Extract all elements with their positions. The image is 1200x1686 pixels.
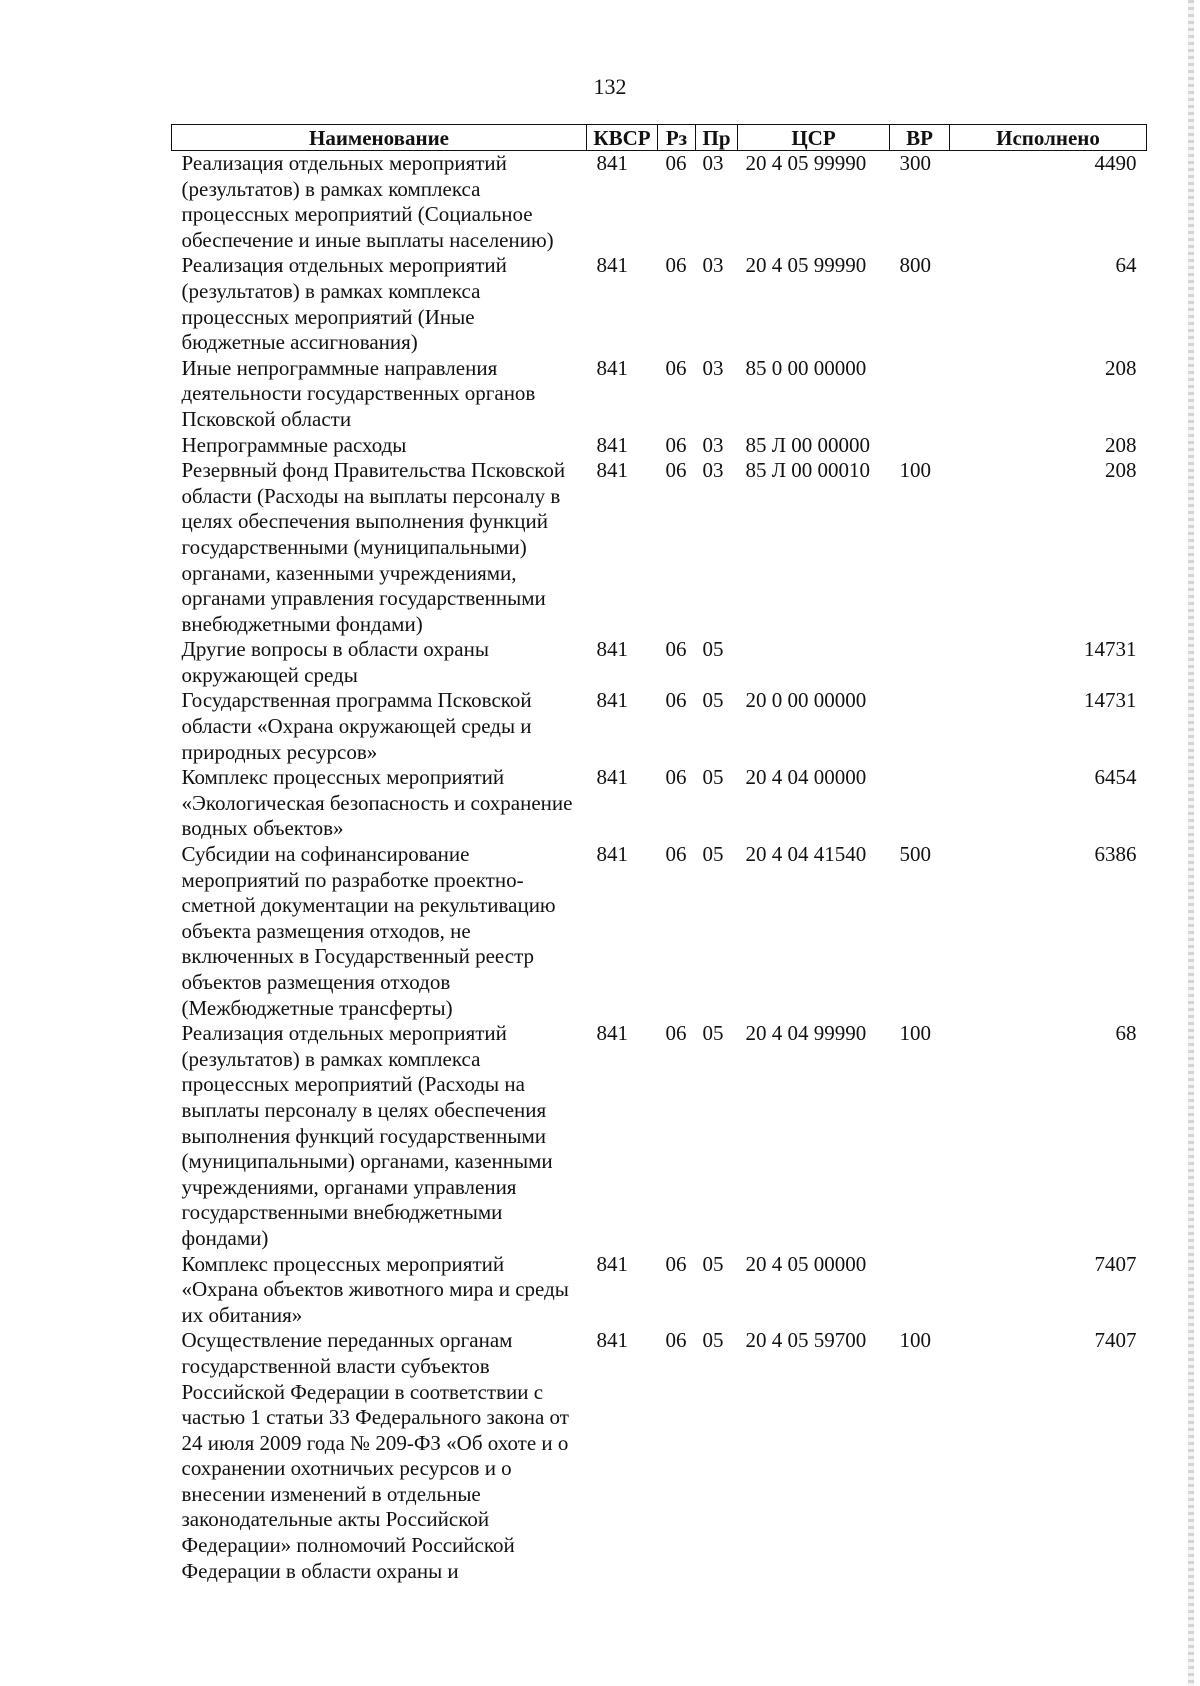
row-pr: 03 [702, 151, 724, 175]
row-rz: 06 [665, 765, 687, 790]
row-vr [890, 688, 950, 765]
row-pr: 05 [702, 842, 724, 867]
row-rz: 06 [665, 355, 687, 380]
row-done: 7407 [1094, 1328, 1137, 1353]
row-kvsr: 841 [596, 1251, 628, 1276]
table-row [172, 1328, 1147, 1584]
row-csr [738, 637, 890, 688]
row-vr: 100 [899, 458, 931, 483]
row-pr: 03 [702, 432, 724, 457]
page-number: 132 [593, 74, 627, 99]
row-name: Непрограммные расходы [181, 432, 407, 457]
row-rz: 06 [665, 688, 687, 713]
header-vr: ВР [890, 125, 950, 151]
row-done: 4490 [1094, 151, 1137, 175]
row-name: Государственная программа Псковской области «Охрана окружающей среды и природных ресурсов» [181, 688, 532, 764]
row-csr: 85 Л 00 00000 [745, 432, 870, 457]
row-name: Другие вопросы в области охраны окружающей среды [181, 637, 489, 687]
row-rz: 06 [665, 432, 687, 457]
row-pr: 05 [702, 1328, 724, 1353]
table-row [172, 1021, 1147, 1251]
row-vr: 300 [899, 151, 931, 175]
row-csr: 20 4 05 99990 [745, 151, 867, 175]
header-csr: ЦСР [738, 125, 890, 151]
row-done: 208 [1105, 355, 1137, 380]
row-vr [890, 765, 950, 842]
row-csr: 20 4 04 41540 [745, 842, 867, 867]
row-vr [890, 356, 950, 433]
row-pr: 05 [702, 765, 724, 790]
table-row [172, 151, 1147, 254]
row-done: 208 [1105, 458, 1137, 483]
row-rz: 06 [665, 458, 687, 483]
table-row [172, 1252, 1147, 1329]
row-pr: 05 [702, 688, 724, 713]
row-rz: 06 [665, 1021, 687, 1046]
row-vr [890, 637, 950, 688]
budget-table [171, 124, 1147, 1584]
row-csr: 20 4 05 99990 [745, 253, 867, 278]
row-name: Реализация отдельных мероприятий (результатов) в рамках комплекса процессных мероприятий (Иные бюджетные ассигнования) [181, 253, 507, 355]
header-rz: Рз [658, 125, 696, 151]
row-csr: 85 0 00 00000 [745, 355, 867, 380]
row-pr: 05 [702, 637, 724, 662]
row-rz: 06 [665, 1328, 687, 1353]
row-rz: 06 [665, 151, 687, 175]
row-kvsr: 841 [596, 1021, 628, 1046]
row-done: 6454 [1094, 765, 1137, 790]
row-csr: 20 4 05 59700 [745, 1328, 867, 1353]
row-pr: 03 [702, 253, 724, 278]
table-row [172, 765, 1147, 842]
row-csr: 20 4 05 00000 [745, 1251, 867, 1276]
row-kvsr: 841 [596, 151, 628, 175]
header-pr: Пр [696, 125, 738, 151]
row-kvsr: 841 [596, 765, 628, 790]
header-kvsr: КВСР [587, 125, 658, 151]
table-row [172, 637, 1147, 688]
row-vr: 100 [899, 1021, 931, 1046]
row-rz: 06 [665, 253, 687, 278]
row-kvsr: 841 [596, 637, 628, 662]
row-kvsr: 841 [596, 432, 628, 457]
scan-edge-artifact [1188, 0, 1194, 1686]
row-vr: 500 [899, 842, 931, 867]
table-row [172, 356, 1147, 433]
row-done: 68 [1115, 1021, 1137, 1046]
row-kvsr: 841 [596, 355, 628, 380]
row-rz: 06 [665, 637, 687, 662]
row-name: Резервный фонд Правительства Псковской области (Расходы на выплаты персоналу в целях обеспечения выполнения функций государственными (муниципальными) органами, казенными учреждениями, органами управления государственными внебюджетными фондами) [181, 458, 566, 636]
row-pr: 05 [702, 1021, 724, 1046]
row-name: Реализация отдельных мероприятий (результатов) в рамках комплекса процессных мероприятий (Социальное обеспечение и иные выплаты населению) [181, 151, 554, 252]
table-row [172, 688, 1147, 765]
table-header-row [172, 125, 1147, 151]
row-csr: 20 4 04 00000 [745, 765, 867, 790]
row-name: Комплекс процессных мероприятий «Экологическая безопасность и сохранение водных объектов» [181, 765, 573, 841]
row-csr: 20 0 00 00000 [745, 688, 867, 713]
row-pr: 03 [702, 458, 724, 483]
row-pr: 05 [702, 1251, 724, 1276]
row-pr: 03 [702, 355, 724, 380]
row-kvsr: 841 [596, 1328, 628, 1353]
row-done: 7407 [1094, 1251, 1137, 1276]
row-done: 64 [1115, 253, 1137, 278]
row-done: 6386 [1094, 842, 1137, 867]
row-vr: 800 [899, 253, 931, 278]
row-rz: 06 [665, 842, 687, 867]
row-kvsr: 841 [596, 842, 628, 867]
row-kvsr: 841 [596, 458, 628, 483]
row-rz: 06 [665, 1251, 687, 1276]
row-vr: 100 [899, 1328, 931, 1353]
row-vr [890, 1252, 950, 1329]
row-vr [890, 433, 950, 459]
row-done: 208 [1105, 432, 1137, 457]
header-done: Исполнено [950, 125, 1147, 151]
row-name: Субсидии на софинансирование мероприятий по разработке проектно-сметной документации на рекультивацию объекта размещения отходов, не включенных в Государственный реестр объектов размещения отходов (Межбюджетные трансферты) [181, 842, 556, 1020]
row-done: 14731 [1084, 688, 1137, 713]
row-done: 14731 [1084, 637, 1137, 662]
table-row [172, 842, 1147, 1021]
table-row [172, 253, 1147, 355]
row-name: Комплекс процессных мероприятий «Охрана объектов животного мира и среды их обитания» [181, 1251, 569, 1327]
row-csr: 85 Л 00 00010 [745, 458, 870, 483]
table-row [172, 458, 1147, 637]
row-csr: 20 4 04 99990 [745, 1021, 867, 1046]
row-name: Реализация отдельных мероприятий (результатов) в рамках комплекса процессных мероприятий (Расходы на выплаты персоналу в целях обеспечения выполнения функций государственными (муниципальными) органами, казенными учреждениями, органами управления государственными внебюджетными фондами) [181, 1021, 553, 1250]
header-name: Наименование [172, 125, 587, 151]
row-kvsr: 841 [596, 253, 628, 278]
row-name: Осуществление переданных органам государственной власти субъектов Российской Федерации в соответствии с частью 1 статьи 33 Федерального закона от 24 июля 2009 года № 209-ФЗ «Об охоте и о сохранении охотничьих ресурсов и о внесении изменений в отдельные законодательные акты Российской Федерации» полномочий Российской Федерации в области охраны и [181, 1328, 569, 1583]
table-row [172, 433, 1147, 459]
row-kvsr: 841 [596, 688, 628, 713]
row-name: Иные непрограммные направления деятельности государственных органов Псковской области [181, 355, 536, 431]
